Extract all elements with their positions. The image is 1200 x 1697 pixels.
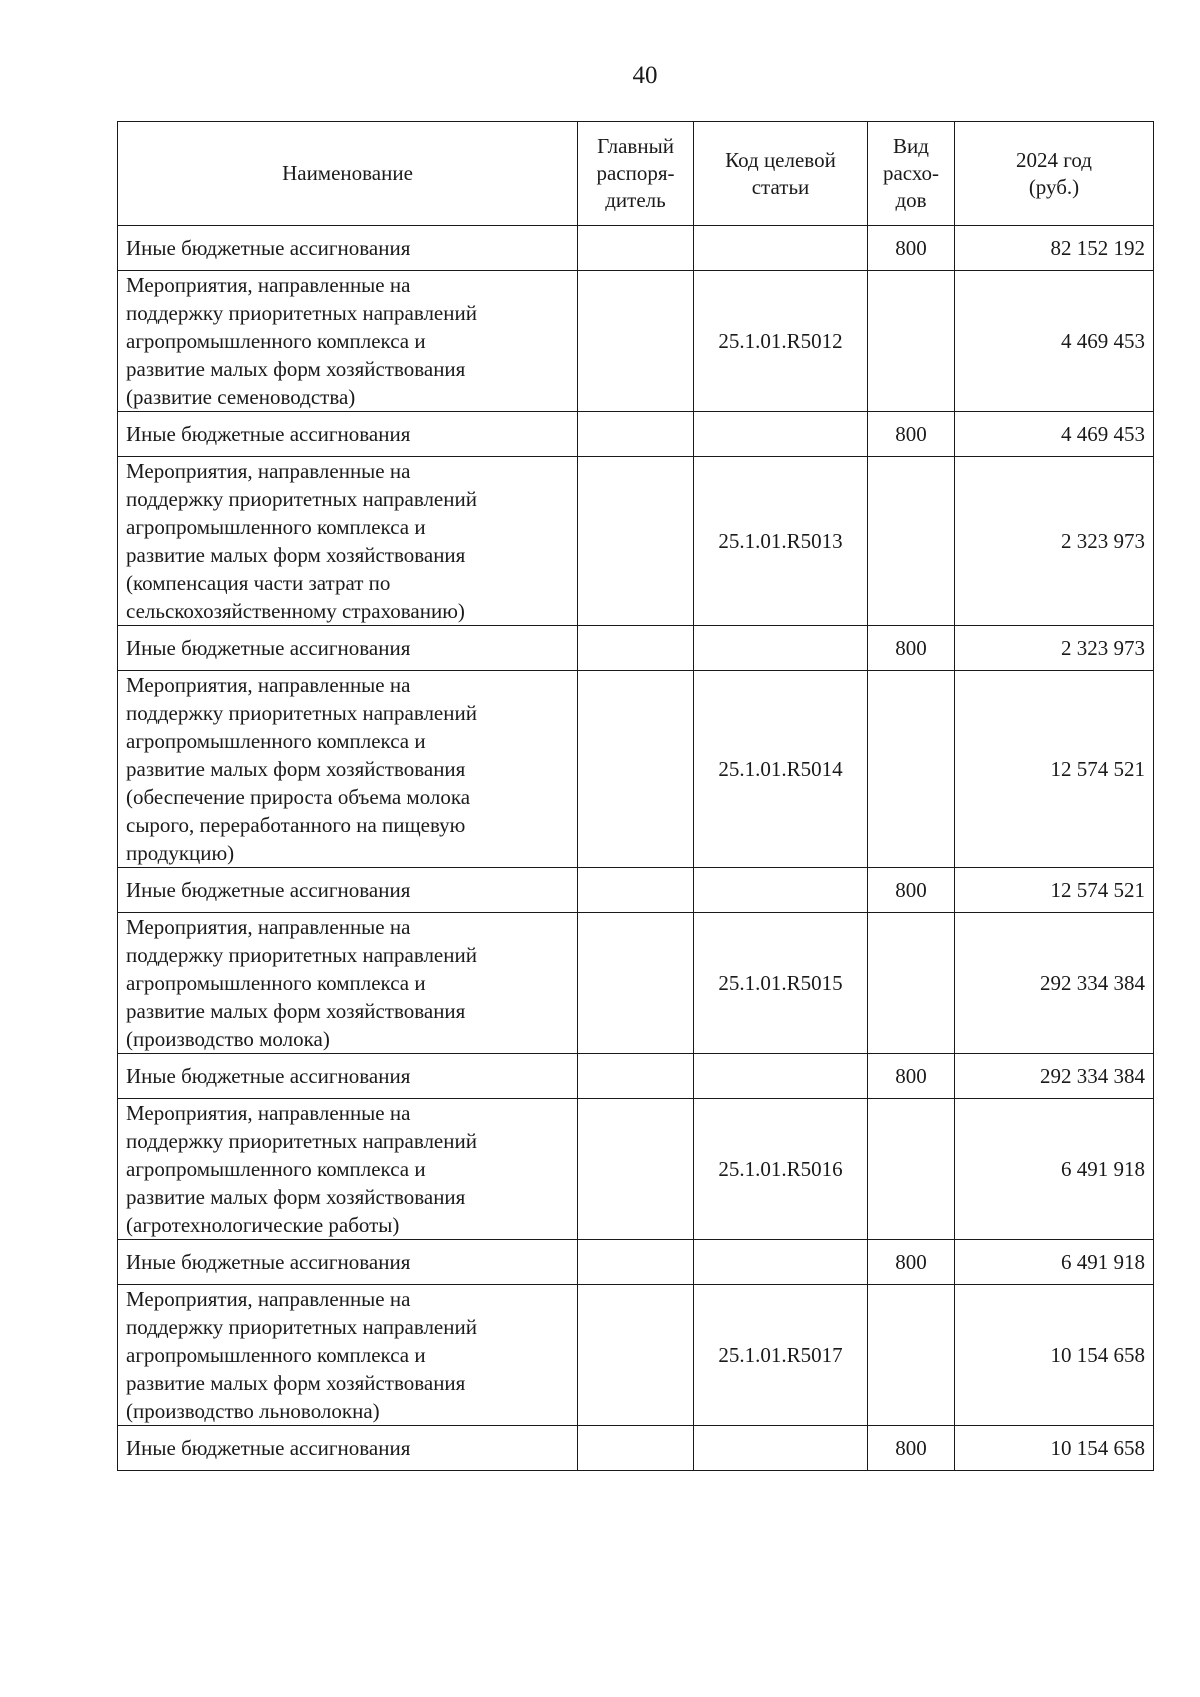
row-amount: 4 469 453 bbox=[955, 271, 1154, 412]
row-expense-type bbox=[868, 671, 955, 868]
row-code bbox=[694, 1240, 868, 1285]
row-manager bbox=[578, 412, 694, 457]
row-amount: 6 491 918 bbox=[955, 1099, 1154, 1240]
row-code: 25.1.01.R5012 bbox=[694, 271, 868, 412]
row-amount: 6 491 918 bbox=[955, 1240, 1154, 1285]
row-expense-type: 800 bbox=[868, 1240, 955, 1285]
row-expense-type: 800 bbox=[868, 412, 955, 457]
header-type: Вид расхо- дов bbox=[868, 122, 955, 226]
table-row bbox=[118, 868, 1154, 913]
row-code: 25.1.01.R5017 bbox=[694, 1285, 868, 1426]
header-manager: Главный распоря- дитель bbox=[578, 122, 694, 226]
row-amount: 4 469 453 bbox=[955, 412, 1154, 457]
row-code: 25.1.01.R5014 bbox=[694, 671, 868, 868]
row-name: Мероприятия, направленные на поддержку приоритетных направлений агропромышленного комплекса и развитие малых форм хозяйствования (производство молока) bbox=[118, 913, 578, 1054]
row-manager bbox=[578, 1240, 694, 1285]
table-row bbox=[118, 271, 1154, 412]
row-amount: 292 334 384 bbox=[955, 913, 1154, 1054]
table-body bbox=[118, 226, 1154, 1471]
row-amount: 2 323 973 bbox=[955, 457, 1154, 626]
row-name: Иные бюджетные ассигнования bbox=[118, 412, 578, 457]
row-code: 25.1.01.R5013 bbox=[694, 457, 868, 626]
row-code bbox=[694, 1054, 868, 1099]
row-expense-type: 800 bbox=[868, 1426, 955, 1471]
row-manager bbox=[578, 1285, 694, 1426]
row-manager bbox=[578, 626, 694, 671]
table-row bbox=[118, 671, 1154, 868]
row-name: Мероприятия, направленные на поддержку приоритетных направлений агропромышленного комплекса и развитие малых форм хозяйствования (компенсация части затрат по сельскохозяйственному страхованию) bbox=[118, 457, 578, 626]
row-name: Иные бюджетные ассигнования bbox=[118, 1426, 578, 1471]
row-code bbox=[694, 626, 868, 671]
row-code: 25.1.01.R5016 bbox=[694, 1099, 868, 1240]
row-code bbox=[694, 1426, 868, 1471]
table-row bbox=[118, 1240, 1154, 1285]
row-expense-type bbox=[868, 1285, 955, 1426]
row-expense-type bbox=[868, 457, 955, 626]
header-name: Наименование bbox=[118, 122, 578, 226]
row-name: Иные бюджетные ассигнования bbox=[118, 226, 578, 271]
table-row bbox=[118, 457, 1154, 626]
row-expense-type bbox=[868, 1099, 955, 1240]
row-expense-type bbox=[868, 913, 955, 1054]
row-code: 25.1.01.R5015 bbox=[694, 913, 868, 1054]
row-expense-type bbox=[868, 271, 955, 412]
row-name: Иные бюджетные ассигнования bbox=[118, 1240, 578, 1285]
header-code: Код целевой статьи bbox=[694, 122, 868, 226]
table-row bbox=[118, 626, 1154, 671]
row-amount: 2 323 973 bbox=[955, 626, 1154, 671]
row-amount: 12 574 521 bbox=[955, 868, 1154, 913]
row-name: Мероприятия, направленные на поддержку приоритетных направлений агропромышленного комплекса и развитие малых форм хозяйствования (производство льноволокна) bbox=[118, 1285, 578, 1426]
row-code bbox=[694, 226, 868, 271]
row-name: Мероприятия, направленные на поддержку приоритетных направлений агропромышленного комплекса и развитие малых форм хозяйствования (развитие семеноводства) bbox=[118, 271, 578, 412]
row-name: Иные бюджетные ассигнования bbox=[118, 1054, 578, 1099]
row-name: Мероприятия, направленные на поддержку приоритетных направлений агропромышленного комплекса и развитие малых форм хозяйствования (агротехнологические работы) bbox=[118, 1099, 578, 1240]
row-manager bbox=[578, 1099, 694, 1240]
row-manager bbox=[578, 1054, 694, 1099]
table-row bbox=[118, 1285, 1154, 1426]
table-row bbox=[118, 1054, 1154, 1099]
row-amount: 12 574 521 bbox=[955, 671, 1154, 868]
row-code bbox=[694, 868, 868, 913]
row-manager bbox=[578, 1426, 694, 1471]
header-year: 2024 год (руб.) bbox=[955, 122, 1154, 226]
row-expense-type: 800 bbox=[868, 626, 955, 671]
row-manager bbox=[578, 671, 694, 868]
table-row bbox=[118, 412, 1154, 457]
page-number: 40 bbox=[632, 62, 658, 89]
row-expense-type: 800 bbox=[868, 1054, 955, 1099]
budget-table bbox=[117, 121, 1154, 1471]
table-row bbox=[118, 1099, 1154, 1240]
row-manager bbox=[578, 271, 694, 412]
row-name: Иные бюджетные ассигнования bbox=[118, 626, 578, 671]
row-manager bbox=[578, 913, 694, 1054]
row-manager bbox=[578, 868, 694, 913]
table-row bbox=[118, 1426, 1154, 1471]
row-amount: 10 154 658 bbox=[955, 1285, 1154, 1426]
table-header-row bbox=[118, 122, 1154, 226]
table-row bbox=[118, 226, 1154, 271]
row-amount: 82 152 192 bbox=[955, 226, 1154, 271]
row-expense-type: 800 bbox=[868, 226, 955, 271]
table-row bbox=[118, 913, 1154, 1054]
row-name: Иные бюджетные ассигнования bbox=[118, 868, 578, 913]
row-name: Мероприятия, направленные на поддержку приоритетных направлений агропромышленного комплекса и развитие малых форм хозяйствования (обеспечение прироста объема молока сырого, переработанного на пищевую продукцию) bbox=[118, 671, 578, 868]
row-amount: 292 334 384 bbox=[955, 1054, 1154, 1099]
row-manager bbox=[578, 226, 694, 271]
row-manager bbox=[578, 457, 694, 626]
row-amount: 10 154 658 bbox=[955, 1426, 1154, 1471]
row-expense-type: 800 bbox=[868, 868, 955, 913]
row-code bbox=[694, 412, 868, 457]
